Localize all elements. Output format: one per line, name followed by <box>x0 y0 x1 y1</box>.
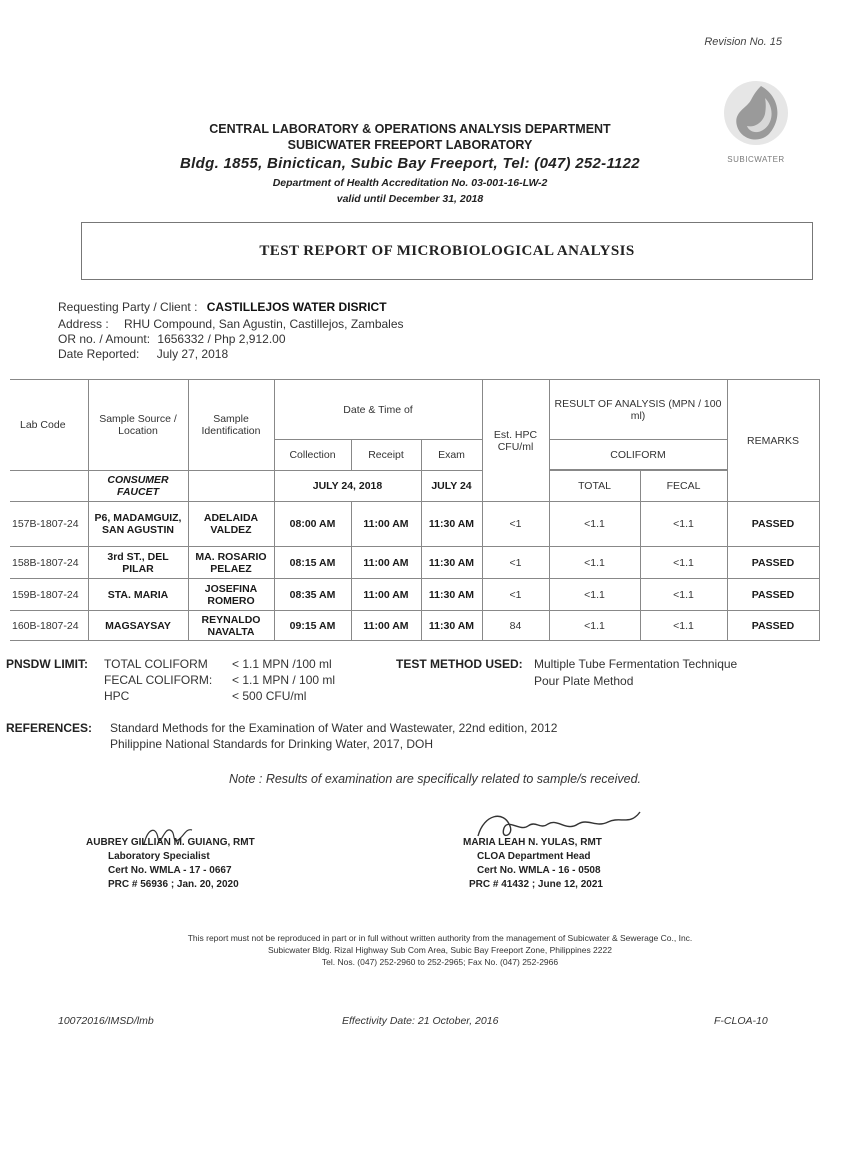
receipt-time: 11:00 AM <box>351 502 421 547</box>
logo-text: SUBICWATER <box>727 155 785 164</box>
fecal-coliform: <1.1 <box>640 502 727 547</box>
effectivity-date: Effectivity Date: 21 October, 2016 <box>342 1015 499 1027</box>
document-code: 10072016/IMSD/lmb <box>58 1015 154 1027</box>
header-result: RESULT OF ANALYSIS (MPN / 100 ml) <box>549 380 727 440</box>
signatory-left <box>86 836 255 892</box>
results-table <box>10 379 820 641</box>
client-label: Requesting Party / Client : <box>58 300 198 314</box>
or-row <box>58 332 286 346</box>
date-value: July 27, 2018 <box>156 347 229 361</box>
footer-line-3: Tel. Nos. (047) 252-2960 to 252-2965; Fax No. (047) 252-2966 <box>321 957 559 967</box>
total-coliform: <1.1 <box>549 611 640 641</box>
signatory-right <box>463 836 603 892</box>
laboratory-address: Bldg. 1855, Binictican, Subic Bay Freeport, Tel: (047) 252-1122 <box>180 155 640 172</box>
collection-time: 08:00 AM <box>274 502 351 547</box>
department-name: CENTRAL LABORATORY & OPERATIONS ANALYSIS DEPARTMENT <box>209 122 611 136</box>
address-label: Address : <box>58 317 109 331</box>
signatory-position: Laboratory Specialist <box>108 851 210 862</box>
address-row <box>58 317 404 331</box>
footer-line-1: This report must not be reproduced in part or in full without written authority from the management of Subicwater & Sewerage Co., Inc. <box>187 933 693 943</box>
hpc-value: <1 <box>482 502 549 547</box>
accreditation-validity: valid until December 31, 2018 <box>336 193 484 205</box>
lab-code: 159B-1807-24 <box>10 579 88 611</box>
header-remarks: REMARKS <box>727 380 819 502</box>
fecal-coliform-label: FECAL COLIFORM: <box>104 673 213 687</box>
date-row <box>58 347 228 361</box>
collection-time: 08:35 AM <box>274 579 351 611</box>
reference-1: Standard Methods for the Examination of Water and Wastewater, 22nd edition, 2012 <box>110 721 558 735</box>
or-label: OR no. / Amount: <box>58 332 151 346</box>
table-row <box>10 579 819 611</box>
sample-identification: JOSEFINA ROMERO <box>188 579 274 611</box>
hpc-value: <1 <box>482 547 549 579</box>
header-est-hpc: Est. HPC CFU/ml <box>482 380 549 502</box>
lab-code: 160B-1807-24 <box>10 611 88 641</box>
client-value: CASTILLEJOS WATER DISRICT <box>206 300 387 314</box>
signatory-name: MARIA LEAH N. YULAS, RMT <box>463 837 602 848</box>
fecal-coliform-limit: < 1.1 MPN / 100 ml <box>232 673 336 687</box>
hpc-label: HPC <box>104 689 130 703</box>
fecal-coliform: <1.1 <box>640 579 727 611</box>
table-row <box>10 611 819 641</box>
pnsdw-limit-label: PNSDW LIMIT: <box>6 657 88 671</box>
test-method-1: Multiple Tube Fermentation Technique <box>534 657 738 671</box>
receipt-time: 11:00 AM <box>351 579 421 611</box>
header-sample-identification: Sample Identification <box>188 380 274 471</box>
report-title: TEST REPORT OF MICROBIOLOGICAL ANALYSIS <box>81 222 813 280</box>
footer-line-2: Subicwater Bldg. Rizal Highway Sub Com Area, Subic Bay Freeport Zone, Philippines 2222 <box>268 945 612 955</box>
remarks: PASSED <box>727 547 819 579</box>
test-method-2: Pour Plate Method <box>534 674 634 688</box>
signatory-prc: PRC # 41432 ; June 12, 2021 <box>469 879 603 890</box>
exam-time: 11:30 AM <box>421 579 482 611</box>
header-coliform: COLIFORM <box>549 440 727 470</box>
total-coliform-limit: < 1.1 MPN /100 ml <box>232 657 332 671</box>
header-lab-code: Lab Code <box>10 380 88 471</box>
sample-identification: ADELAIDA VALDEZ <box>188 502 274 547</box>
header-sample-source: Sample Source / Location <box>88 380 188 471</box>
subheader-exam-date: JULY 24 <box>421 471 482 502</box>
header-date-time: Date & Time of <box>274 380 482 440</box>
footer-disclaimer <box>60 932 820 968</box>
collection-time: 08:15 AM <box>274 547 351 579</box>
signatory-cert: Cert No. WMLA - 17 - 0667 <box>108 865 232 876</box>
sample-identification: MA. ROSARIO PELAEZ <box>188 547 274 579</box>
lab-code: 157B-1807-24 <box>10 502 88 547</box>
sample-source: MAGSAYSAY <box>88 611 188 641</box>
reference-2: Philippine National Standards for Drinking Water, 2017, DOH <box>110 737 434 751</box>
header-exam: Exam <box>421 440 482 471</box>
or-value: 1656332 / Php 2,912.00 <box>157 332 286 346</box>
exam-time: 11:30 AM <box>421 547 482 579</box>
date-label: Date Reported: <box>58 347 140 361</box>
receipt-time: 11:00 AM <box>351 611 421 641</box>
lab-code: 158B-1807-24 <box>10 547 88 579</box>
hpc-value: <1 <box>482 579 549 611</box>
sample-source: P6, MADAMGUIZ, SAN AGUSTIN <box>88 502 188 547</box>
client-row <box>58 300 387 314</box>
fecal-coliform: <1.1 <box>640 547 727 579</box>
revision-number: Revision No. 15 <box>704 36 782 48</box>
total-coliform: <1.1 <box>549 579 640 611</box>
total-coliform: <1.1 <box>549 547 640 579</box>
header-total: TOTAL <box>549 471 640 502</box>
exam-time: 11:30 AM <box>421 502 482 547</box>
hpc-value: 84 <box>482 611 549 641</box>
total-coliform-label: TOTAL COLIFORM <box>104 657 208 671</box>
table-row <box>10 547 819 579</box>
references-label: REFERENCES: <box>6 721 93 735</box>
laboratory-name: SUBICWATER FREEPORT LABORATORY <box>287 138 533 152</box>
sample-identification: REYNALDO NAVALTA <box>188 611 274 641</box>
header-collection: Collection <box>274 440 351 471</box>
signatory-cert: Cert No. WMLA - 16 - 0508 <box>477 865 601 876</box>
signatory-name: AUBREY GILLIAN M. GUIANG, RMT <box>86 837 255 848</box>
collection-time: 09:15 AM <box>274 611 351 641</box>
table-row <box>10 502 819 547</box>
receipt-time: 11:00 AM <box>351 547 421 579</box>
total-coliform: <1.1 <box>549 502 640 547</box>
remarks: PASSED <box>727 502 819 547</box>
results-note: Note : Results of examination are specifically related to sample/s received. <box>229 772 641 786</box>
exam-time: 11:30 AM <box>421 611 482 641</box>
signatory-position: CLOA Department Head <box>477 851 591 862</box>
header-receipt: Receipt <box>351 440 421 471</box>
test-method-label: TEST METHOD USED: <box>396 657 523 671</box>
address-value: RHU Compound, San Agustin, Castillejos, Zambales <box>124 317 404 331</box>
fecal-coliform: <1.1 <box>640 611 727 641</box>
sample-source: STA. MARIA <box>88 579 188 611</box>
hpc-limit: < 500 CFU/ml <box>232 689 307 703</box>
remarks: PASSED <box>727 611 819 641</box>
form-number: F-CLOA-10 <box>714 1015 768 1027</box>
sample-source: 3rd ST., DEL PILAR <box>88 547 188 579</box>
header-fecal: FECAL <box>640 471 727 502</box>
remarks: PASSED <box>727 579 819 611</box>
subheader-consumer-faucet: CONSUMER FAUCET <box>88 471 188 502</box>
signatory-prc: PRC # 56936 ; Jan. 20, 2020 <box>108 879 239 890</box>
accreditation-number: Department of Health Accreditation No. 03-001-16-LW-2 <box>272 177 548 189</box>
subheader-date: JULY 24, 2018 <box>274 471 421 502</box>
